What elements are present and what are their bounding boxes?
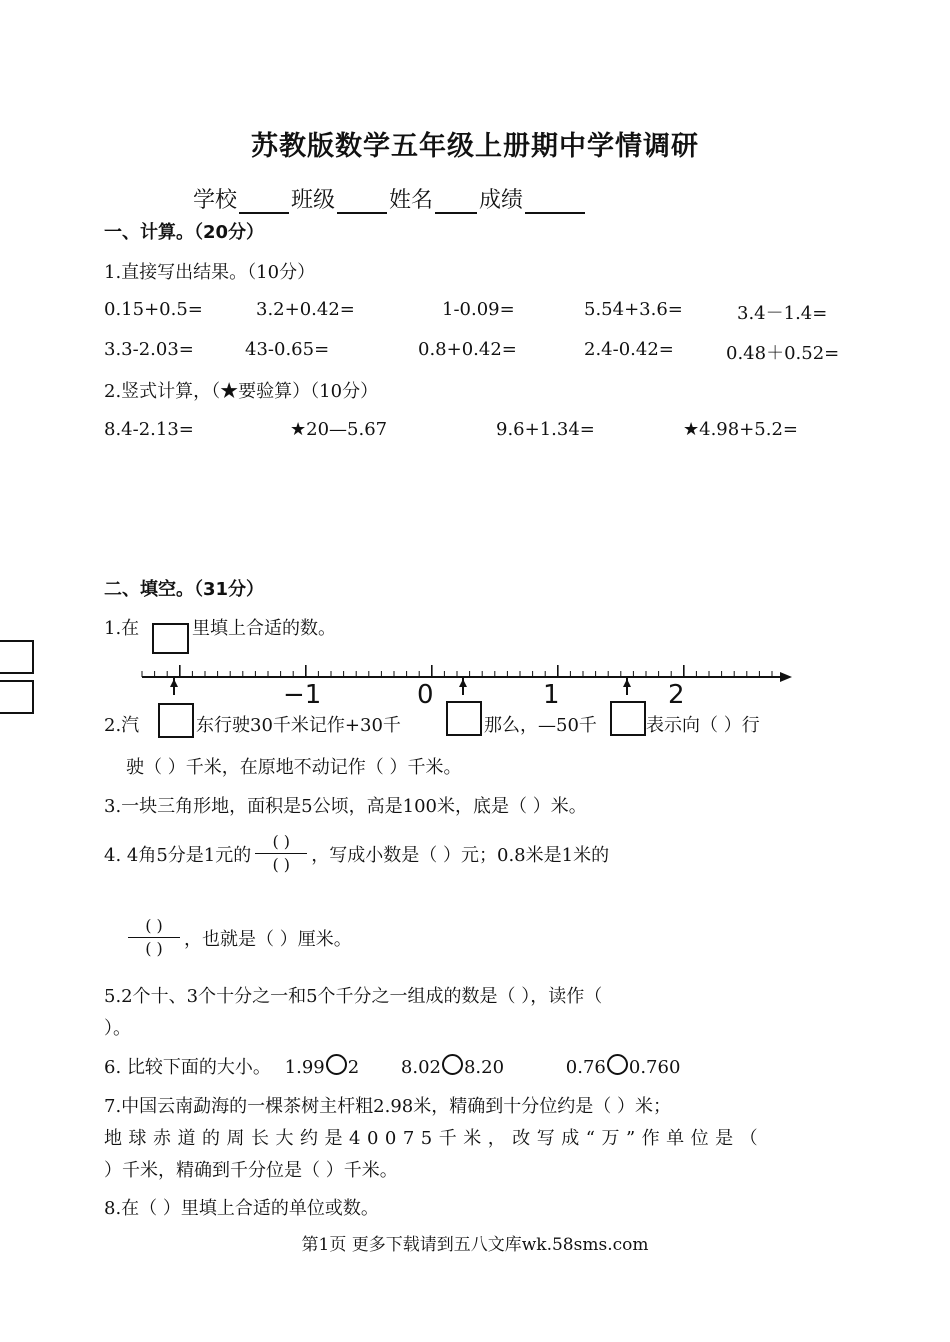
fill-q2-text-d: 表示向（ ）行 [646,715,760,736]
fill-q5-line2: ）。 [104,1018,131,1039]
margin-box [0,680,34,714]
fraction-blank[interactable] [128,916,180,959]
number-line-label: 2 [668,680,685,710]
compare-left: 1.99 [284,1057,325,1078]
vertical-calc-item: ★4.98+5.2= [683,419,799,440]
score-blank[interactable] [525,190,585,214]
calc-item: 0.15+0.5= [104,299,203,320]
fill-q1-suffix: 里填上合适的数。 [192,618,336,639]
page-footer: 第1页 更多下载请到五八文库wk.58sms.com [301,1235,649,1255]
q2-label: 2.竖式计算，（★要验算）（10分） [104,381,379,402]
fill-q6-label: 6. 比较下面的大小。 [104,1057,271,1078]
fill-q4-part3: ，也就是（ ）厘米。 [184,928,352,950]
number-line-answer-box-2[interactable] [446,701,482,736]
compare-left: 0.76 [565,1057,606,1078]
student-info-line [193,183,587,214]
fill-q7-line3: ）千米，精确到千分位是（ ）千米。 [104,1160,398,1181]
pointer-arrow-3 [623,677,631,695]
number-line-answer-box-3[interactable] [610,701,646,736]
compare-circle[interactable] [607,1054,628,1075]
fill-q8: 8.在（ ）里填上合适的单位或数。 [104,1198,379,1219]
fraction-numerator: ( ) [272,832,291,851]
compare-right: 2 [347,1057,360,1078]
fraction-blank[interactable] [255,832,307,875]
margin-box [0,640,34,674]
calc-item: 3.2+0.42= [256,299,355,320]
vertical-calc-item: 9.6+1.34= [496,419,595,440]
fill-q6 [104,1053,680,1079]
fill-q5-line1: 5.2个十、3个十分之一和5个千分之一组成的数是（ ），读作（ [104,986,603,1007]
score-label: 成绩 [479,188,524,213]
fill-q4-line2 [128,916,352,959]
section1-heading: 一、计算。（20分） [104,222,265,243]
number-line-arrowhead [780,672,792,682]
class-blank[interactable] [337,190,387,214]
fill-q2-text-b: 东行驶30千米记作+30千 [196,715,401,736]
calc-item: 43-0.65= [245,339,330,360]
fill-q3: 3.一块三角形地，面积是5公顷，高是100米，底是（ ）米。 [104,796,587,817]
fill-q4-part1: 4. 4角5分是1元的 [104,844,252,866]
compare-right: 0.760 [628,1057,681,1078]
vertical-calc-item: ★20—5.67 [290,419,388,440]
vertical-calc-item: 8.4-2.13= [104,419,194,440]
number-line-answer-box-1[interactable] [158,703,194,738]
number-line [130,655,810,705]
section2-heading: 二、填空。（31分） [104,579,265,600]
calc-item: 0.48＋0.52= [726,343,840,364]
fill-q4-part2: ，写成小数是（ ）元；0.8米是1米的 [311,844,610,866]
calc-item: 3.4－1.4= [737,303,828,324]
class-label: 班级 [291,188,336,213]
calc-item: 1-0.09= [442,299,515,320]
fill-q2-text-a: 2.汽 [104,715,140,736]
calc-item: 2.4-0.42= [584,339,674,360]
page-title: 苏教版数学五年级上册期中学情调研 [251,131,699,162]
school-label: 学校 [193,188,238,213]
answer-box[interactable] [152,623,189,654]
fraction-denominator: ( ) [272,855,291,874]
compare-circle[interactable] [326,1054,347,1075]
name-label: 姓名 [389,188,434,213]
number-line-label: 0 [417,680,434,710]
school-blank[interactable] [239,190,289,214]
fill-q7-line1: 7.中国云南勐海的一棵茶树主杆粗2.98米，精确到十分位约是（ ）米； [104,1096,671,1117]
calc-item: 0.8+0.42= [418,339,517,360]
pointer-arrow-2 [459,677,467,695]
fill-q2-line2: 驶（ ）千米，在原地不动记作（ ）千米。 [126,757,462,778]
fraction-numerator: ( ) [145,916,163,935]
number-line-label: −1 [283,680,322,710]
fill-q4-line1 [104,832,609,875]
fill-q7-line2: 地球赤道的周长大约是40075千米，改写成“万”作单位是（ [104,1128,765,1149]
compare-right: 8.20 [463,1057,505,1078]
calc-item: 3.3-2.03= [104,339,194,360]
pointer-arrow-1 [170,677,178,695]
calc-item: 5.54+3.6= [584,299,683,320]
name-blank[interactable] [435,190,477,214]
compare-left: 8.02 [400,1057,441,1078]
fraction-denominator: ( ) [145,939,163,958]
fill-q2-text-c: 那么，—50千 [484,715,597,736]
compare-circle[interactable] [442,1054,463,1075]
number-line-label: 1 [543,680,560,710]
fill-q1-prefix: 1.在 [104,618,140,639]
q1-label: 1.直接写出结果。（10分） [104,262,316,283]
